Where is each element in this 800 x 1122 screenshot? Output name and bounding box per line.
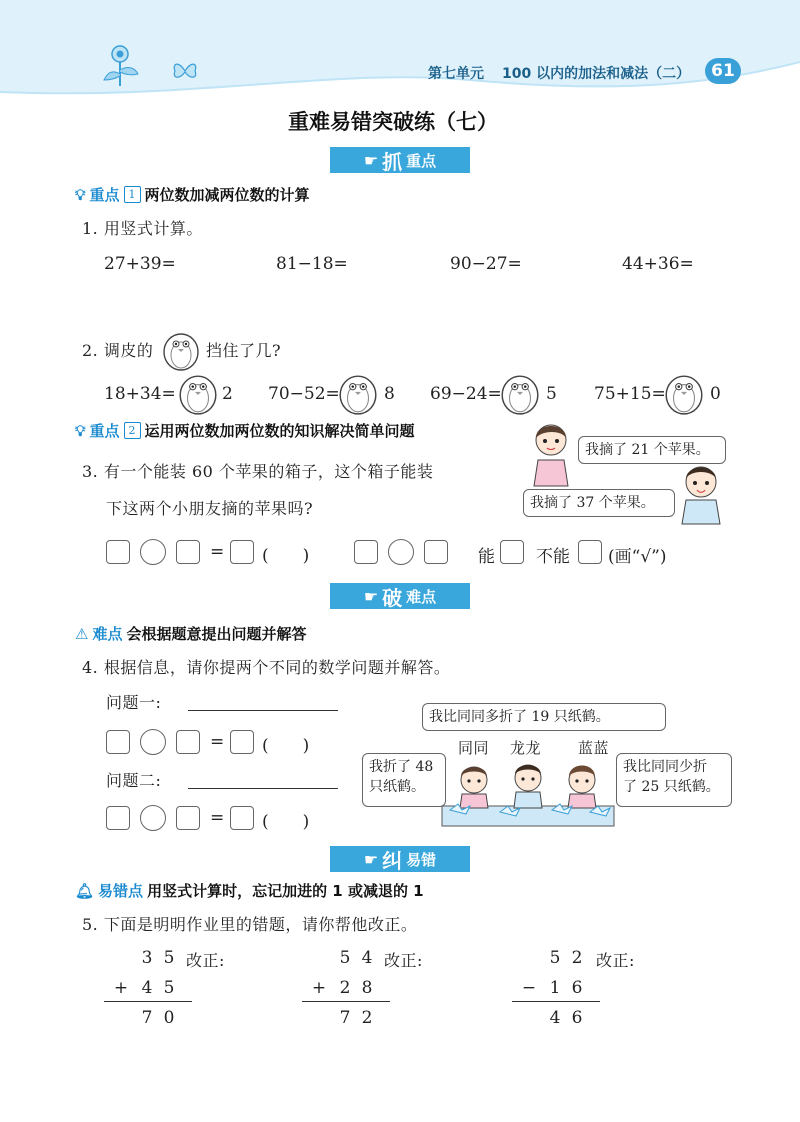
q5-problem-2-fix-label: 改正: — [384, 951, 423, 970]
q5-prompt: 5. 下面是明明作业里的错题，请你帮他改正。 — [82, 915, 418, 934]
q2-item-3-right: 5 — [546, 384, 557, 404]
boy-illustration — [676, 462, 726, 526]
q5-problem-2-bottom — [308, 978, 378, 998]
tongtong-speech-bubble — [362, 753, 446, 807]
hard-point-desc: 会根据题意提出问题并解答 — [126, 625, 307, 643]
digit: 8 — [361, 978, 373, 998]
compare-box[interactable] — [424, 540, 448, 564]
tongtong-speech-line-2: 只纸鹤。 — [369, 779, 425, 795]
banner-hard-small: 难点 — [406, 587, 437, 606]
answer-box[interactable] — [176, 730, 200, 754]
compare-box[interactable] — [354, 540, 378, 564]
longlong-speech-bubble: 我比同同多折了 19 只纸鹤。 — [422, 703, 666, 731]
digit: 3 — [141, 948, 153, 968]
q5-problem-1-result — [136, 1008, 180, 1028]
digit: 2 — [339, 978, 351, 998]
digit: 5 — [163, 948, 175, 968]
q3-line-1: 3. 有一个能装 60 个苹果的箱子，这个箱子能装 — [82, 462, 434, 481]
q1-item-3: 90−27= — [450, 254, 522, 274]
digit: 5 — [339, 948, 351, 968]
q5-problem-1-fix-label: 改正: — [186, 951, 225, 970]
q2-item-1-left: 18+34= — [104, 384, 176, 404]
q4-question-2-label: 问题二: — [106, 771, 162, 790]
digit: 6 — [571, 1008, 583, 1028]
bell-icon: 🔔︎ — [75, 881, 95, 900]
sum-line — [302, 1001, 390, 1002]
digit: 4 — [141, 978, 153, 998]
q2-prompt-a: 2. 调皮的 — [82, 341, 154, 360]
option-can-box[interactable] — [500, 540, 524, 564]
digit: 4 — [361, 948, 373, 968]
name-lanlan: 蓝蓝 — [578, 739, 610, 757]
option-can-label: 能 — [478, 547, 495, 567]
banner-error-small: 易错 — [406, 850, 437, 869]
q2-item-3-left: 69−24= — [430, 384, 502, 404]
penguin-icon — [498, 372, 542, 416]
key-point-1-num: 1 — [124, 186, 141, 203]
sum-line — [104, 1001, 192, 1002]
operator-circle[interactable] — [140, 805, 166, 831]
penguin-icon — [161, 330, 201, 372]
banner-key-big: 抓 — [382, 149, 403, 174]
hand-icon: ☛ — [363, 849, 379, 869]
q2-item-4-left: 75+15= — [594, 384, 666, 404]
answer-box[interactable] — [176, 806, 200, 830]
equals-sign: = — [210, 732, 225, 752]
hand-icon: ☛ — [363, 150, 379, 170]
operator: + — [311, 978, 327, 998]
lanlan-speech-line-1: 我比同同少折 — [623, 759, 707, 775]
q5-problem-2-top — [334, 948, 378, 968]
difference-line — [512, 1001, 600, 1002]
page-title: 重难易错突破练（七） — [288, 110, 498, 134]
flower-icon — [98, 38, 146, 88]
digit: 2 — [361, 1008, 373, 1028]
q1-item-2: 81−18= — [276, 254, 348, 274]
key-point-1 — [75, 184, 310, 205]
banner-hard-points — [330, 583, 470, 609]
checkmark-hint: (画“√”) — [608, 547, 667, 567]
q5-problem-3-bottom — [518, 978, 588, 998]
hard-point-label: 难点 — [92, 625, 123, 643]
q2-item-2-right: 8 — [384, 384, 395, 404]
q5-problem-2-result — [334, 1008, 378, 1028]
lanlan-speech-bubble — [616, 753, 732, 807]
unit-paren[interactable]: ( ) — [262, 812, 310, 832]
banner-hard-big: 破 — [382, 585, 403, 610]
tongtong-speech-line-1: 我折了 48 — [369, 759, 434, 775]
butterfly-icon — [170, 60, 200, 82]
q5-problem-1-top — [136, 948, 180, 968]
key-point-2-label: 重点 — [89, 422, 120, 440]
answer-box[interactable] — [230, 730, 254, 754]
answer-box[interactable] — [230, 540, 254, 564]
equals-sign: = — [210, 542, 225, 562]
digit: 5 — [549, 948, 561, 968]
digit: 5 — [163, 978, 175, 998]
digit: 0 — [163, 1008, 175, 1028]
answer-box[interactable] — [106, 806, 130, 830]
q4-question-1-line[interactable] — [188, 710, 338, 711]
q4-question-1-label: 问题一: — [106, 693, 162, 712]
lanlan-speech-line-2: 了 25 只纸鹤。 — [623, 779, 720, 795]
q5-problem-3-top — [544, 948, 588, 968]
banner-key-small: 重点 — [406, 151, 437, 170]
digit: 6 — [571, 978, 583, 998]
q2-prompt-b: 挡住了几? — [206, 341, 282, 360]
girl-speech-bubble: 我摘了 21 个苹果。 — [578, 436, 726, 464]
warning-icon: ⚠ — [75, 624, 89, 643]
key-point-2-desc: 运用两位数加两位数的知识解决简单问题 — [144, 422, 415, 440]
page-number: 61 — [705, 58, 741, 84]
digit: 7 — [141, 1008, 153, 1028]
operator-circle[interactable] — [140, 729, 166, 755]
q1-item-4: 44+36= — [622, 254, 694, 274]
option-cannot-label: 不能 — [536, 547, 570, 567]
key-point-1-label: 重点 — [89, 186, 120, 204]
error-point — [75, 880, 424, 901]
hand-icon: ☛ — [363, 586, 379, 606]
operator: − — [521, 978, 537, 998]
boy-speech-bubble: 我摘了 37 个苹果。 — [523, 489, 675, 517]
key-point-2-num: 2 — [124, 422, 141, 439]
banner-key-points — [330, 147, 470, 173]
key-point-1-desc: 两位数加减两位数的计算 — [144, 186, 310, 204]
hard-point — [75, 623, 306, 644]
q3-line-2: 下这两个小朋友摘的苹果吗? — [106, 499, 314, 518]
q2-item-2-left: 70−52= — [268, 384, 340, 404]
bulb-icon: 💡︎ — [75, 421, 86, 440]
error-point-desc: 用竖式计算时，忘记加进的 1 或减退的 1 — [147, 882, 424, 900]
bulb-icon: 💡︎ — [75, 185, 86, 204]
key-point-2 — [75, 420, 415, 441]
girl-illustration — [528, 420, 574, 488]
unit-paren[interactable]: ( ) — [262, 546, 310, 566]
name-tongtong: 同同 — [458, 739, 490, 757]
banner-error-big: 纠 — [382, 848, 403, 873]
q4-question-2-line[interactable] — [188, 788, 338, 789]
header-topic: 100 以内的加法和减法（二） — [502, 66, 691, 82]
digit: 2 — [571, 948, 583, 968]
unit-paren[interactable]: ( ) — [262, 736, 310, 756]
q1-item-1: 27+39= — [104, 254, 176, 274]
digit: 7 — [339, 1008, 351, 1028]
answer-box[interactable] — [106, 730, 130, 754]
q2-item-4-right: 0 — [710, 384, 721, 404]
name-longlong: 龙龙 — [510, 739, 542, 757]
operator-circle[interactable] — [140, 539, 166, 565]
compare-circle[interactable] — [388, 539, 414, 565]
error-point-label: 易错点 — [98, 882, 144, 900]
digit: 1 — [549, 978, 561, 998]
q1-prompt: 1. 用竖式计算。 — [82, 219, 203, 238]
answer-box[interactable] — [106, 540, 130, 564]
answer-box[interactable] — [230, 806, 254, 830]
children-folding-cranes-illustration — [440, 756, 616, 828]
penguin-icon — [336, 372, 380, 416]
equals-sign: = — [210, 808, 225, 828]
header-unit: 第七单元 — [428, 66, 484, 82]
q5-problem-1-bottom — [110, 978, 180, 998]
digit: 4 — [549, 1008, 561, 1028]
option-cannot-box[interactable] — [578, 540, 602, 564]
q2-item-1-right: 2 — [222, 384, 233, 404]
q5-problem-3-result — [544, 1008, 588, 1028]
operator: + — [113, 978, 129, 998]
answer-box[interactable] — [176, 540, 200, 564]
q5-problem-3-fix-label: 改正: — [596, 951, 635, 970]
banner-error-points — [330, 846, 470, 872]
q4-prompt: 4. 根据信息，请你提两个不同的数学问题并解答。 — [82, 658, 451, 677]
penguin-icon — [662, 372, 706, 416]
penguin-icon — [176, 372, 220, 416]
